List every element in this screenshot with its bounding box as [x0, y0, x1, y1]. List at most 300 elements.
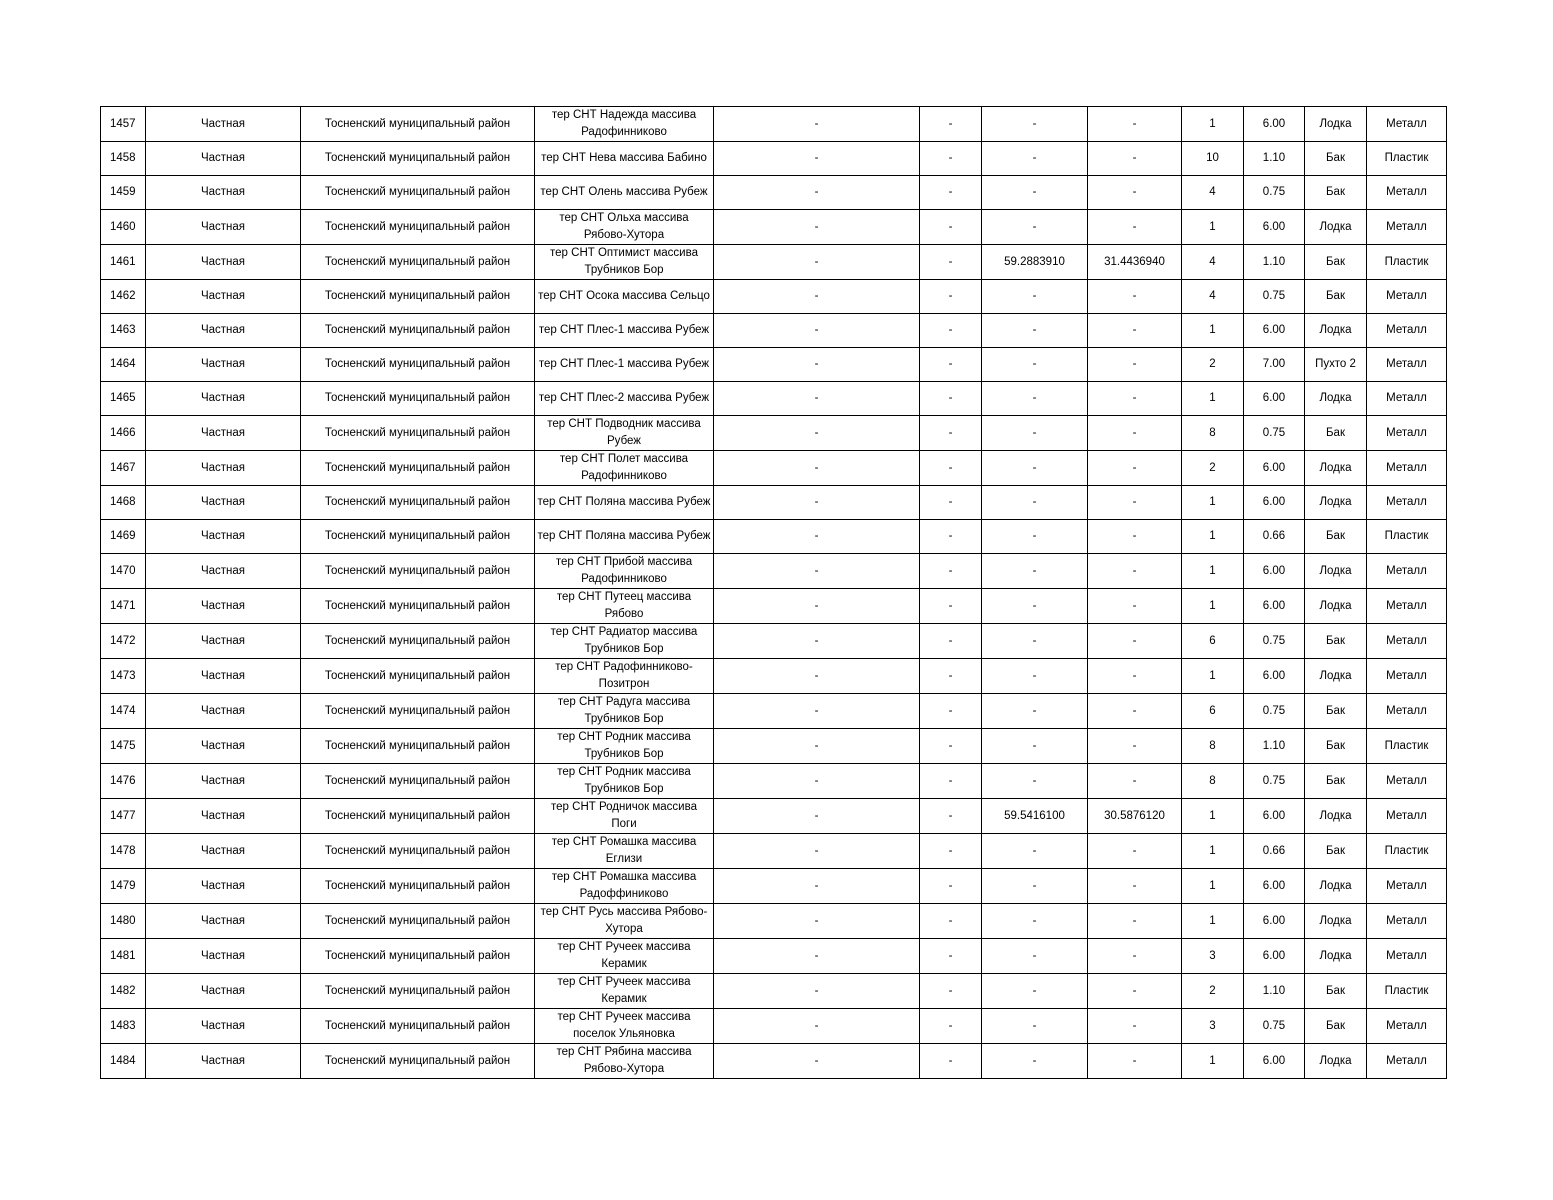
cell-container-type: Лодка — [1305, 554, 1367, 589]
cell-latitude: - — [982, 348, 1088, 382]
cell-district: Тосненский муниципальный район — [301, 416, 535, 451]
cell-ownership: Частная — [146, 729, 301, 764]
cell-longitude: - — [1088, 834, 1182, 869]
cell-address: тер СНТ Радиатор массива Трубников Бор — [535, 624, 714, 659]
cell-latitude: 59.2883910 — [982, 245, 1088, 280]
cell-latitude: - — [982, 834, 1088, 869]
cell-col-6: - — [920, 245, 982, 280]
cell-container-count: 4 — [1182, 176, 1244, 210]
cell-container-material: Металл — [1367, 280, 1447, 314]
cell-longitude: - — [1088, 554, 1182, 589]
cell-row-number: 1461 — [101, 245, 146, 280]
cell-container-material: Металл — [1367, 799, 1447, 834]
cell-longitude: - — [1088, 869, 1182, 904]
cell-col-5: - — [714, 659, 920, 694]
cell-container-material: Металл — [1367, 314, 1447, 348]
cell-ownership: Частная — [146, 694, 301, 729]
cell-col-5: - — [714, 764, 920, 799]
cell-container-type: Бак — [1305, 764, 1367, 799]
cell-container-volume: 6.00 — [1244, 451, 1305, 486]
cell-row-number: 1469 — [101, 520, 146, 554]
cell-container-material: Металл — [1367, 176, 1447, 210]
cell-container-type: Бак — [1305, 176, 1367, 210]
cell-container-type: Лодка — [1305, 382, 1367, 416]
cell-container-type: Лодка — [1305, 869, 1367, 904]
table-row — [101, 107, 1447, 142]
cell-container-volume: 0.75 — [1244, 694, 1305, 729]
cell-container-volume: 0.75 — [1244, 1009, 1305, 1044]
cell-latitude: - — [982, 107, 1088, 142]
cell-district: Тосненский муниципальный район — [301, 280, 535, 314]
cell-container-count: 1 — [1182, 520, 1244, 554]
cell-row-number: 1465 — [101, 382, 146, 416]
table-row — [101, 382, 1447, 416]
table-row — [101, 869, 1447, 904]
cell-row-number: 1480 — [101, 904, 146, 939]
cell-row-number: 1479 — [101, 869, 146, 904]
cell-container-material: Металл — [1367, 486, 1447, 520]
cell-address: тер СНТ Плес-1 массива Рубеж — [535, 314, 714, 348]
cell-container-type: Бак — [1305, 245, 1367, 280]
cell-container-type: Лодка — [1305, 939, 1367, 974]
cell-longitude: - — [1088, 764, 1182, 799]
cell-col-6: - — [920, 624, 982, 659]
cell-address: тер СНТ Плес-1 массива Рубеж — [535, 348, 714, 382]
table-row — [101, 659, 1447, 694]
cell-ownership: Частная — [146, 451, 301, 486]
cell-district: Тосненский муниципальный район — [301, 382, 535, 416]
cell-container-material: Пластик — [1367, 245, 1447, 280]
cell-col-6: - — [920, 280, 982, 314]
cell-container-volume: 6.00 — [1244, 799, 1305, 834]
cell-district: Тосненский муниципальный район — [301, 589, 535, 624]
table-row — [101, 694, 1447, 729]
cell-container-type: Лодка — [1305, 210, 1367, 245]
cell-col-6: - — [920, 939, 982, 974]
cell-container-material: Металл — [1367, 624, 1447, 659]
cell-address: тер СНТ Полет массива Радофинниково — [535, 451, 714, 486]
cell-col-5: - — [714, 245, 920, 280]
table-row — [101, 554, 1447, 589]
cell-ownership: Частная — [146, 280, 301, 314]
cell-latitude: - — [982, 451, 1088, 486]
cell-longitude: - — [1088, 176, 1182, 210]
cell-container-count: 1 — [1182, 589, 1244, 624]
cell-latitude: - — [982, 520, 1088, 554]
cell-container-material: Металл — [1367, 659, 1447, 694]
cell-col-6: - — [920, 176, 982, 210]
cell-col-5: - — [714, 694, 920, 729]
cell-container-volume: 0.75 — [1244, 624, 1305, 659]
cell-address: тер СНТ Радофинниково-Позитрон — [535, 659, 714, 694]
cell-col-5: - — [714, 142, 920, 176]
cell-col-5: - — [714, 451, 920, 486]
cell-district: Тосненский муниципальный район — [301, 799, 535, 834]
cell-container-volume: 0.75 — [1244, 416, 1305, 451]
cell-longitude: - — [1088, 451, 1182, 486]
cell-longitude: - — [1088, 314, 1182, 348]
table-row — [101, 939, 1447, 974]
cell-col-6: - — [920, 869, 982, 904]
cell-container-volume: 6.00 — [1244, 589, 1305, 624]
cell-row-number: 1475 — [101, 729, 146, 764]
table-row — [101, 1009, 1447, 1044]
cell-latitude: - — [982, 142, 1088, 176]
cell-district: Тосненский муниципальный район — [301, 486, 535, 520]
cell-row-number: 1470 — [101, 554, 146, 589]
cell-col-5: - — [714, 1044, 920, 1079]
cell-container-volume: 0.66 — [1244, 520, 1305, 554]
cell-col-6: - — [920, 729, 982, 764]
cell-ownership: Частная — [146, 869, 301, 904]
cell-col-6: - — [920, 1009, 982, 1044]
table-row — [101, 834, 1447, 869]
cell-container-material: Пластик — [1367, 834, 1447, 869]
cell-address: тер СНТ Плес-2 массива Рубеж — [535, 382, 714, 416]
cell-row-number: 1483 — [101, 1009, 146, 1044]
cell-row-number: 1468 — [101, 486, 146, 520]
cell-col-5: - — [714, 1009, 920, 1044]
table-row — [101, 348, 1447, 382]
cell-longitude: - — [1088, 486, 1182, 520]
cell-col-5: - — [714, 729, 920, 764]
cell-container-volume: 0.75 — [1244, 280, 1305, 314]
cell-longitude: - — [1088, 142, 1182, 176]
cell-row-number: 1474 — [101, 694, 146, 729]
cell-container-volume: 6.00 — [1244, 210, 1305, 245]
cell-container-material: Металл — [1367, 1044, 1447, 1079]
cell-ownership: Частная — [146, 210, 301, 245]
table-row — [101, 314, 1447, 348]
cell-col-6: - — [920, 554, 982, 589]
cell-address: тер СНТ Поляна массива Рубеж — [535, 520, 714, 554]
cell-col-5: - — [714, 869, 920, 904]
cell-container-material: Пластик — [1367, 520, 1447, 554]
cell-container-count: 10 — [1182, 142, 1244, 176]
cell-col-6: - — [920, 451, 982, 486]
cell-container-count: 1 — [1182, 210, 1244, 245]
cell-container-count: 1 — [1182, 486, 1244, 520]
table-row — [101, 624, 1447, 659]
cell-col-6: - — [920, 486, 982, 520]
cell-district: Тосненский муниципальный район — [301, 904, 535, 939]
table-row — [101, 210, 1447, 245]
cell-ownership: Частная — [146, 520, 301, 554]
cell-col-5: - — [714, 589, 920, 624]
cell-container-count: 1 — [1182, 904, 1244, 939]
table-row — [101, 589, 1447, 624]
cell-ownership: Частная — [146, 107, 301, 142]
cell-address: тер СНТ Ручеек массива Керамик — [535, 974, 714, 1009]
cell-col-5: - — [714, 624, 920, 659]
cell-col-6: - — [920, 974, 982, 1009]
cell-address: тер СНТ Поляна массива Рубеж — [535, 486, 714, 520]
cell-district: Тосненский муниципальный район — [301, 245, 535, 280]
cell-address: тер СНТ Ромашка массива Еглизи — [535, 834, 714, 869]
cell-container-count: 6 — [1182, 624, 1244, 659]
cell-district: Тосненский муниципальный район — [301, 142, 535, 176]
cell-latitude: - — [982, 382, 1088, 416]
cell-container-volume: 6.00 — [1244, 869, 1305, 904]
cell-container-count: 8 — [1182, 416, 1244, 451]
cell-latitude: - — [982, 974, 1088, 1009]
cell-district: Тосненский муниципальный район — [301, 348, 535, 382]
cell-row-number: 1466 — [101, 416, 146, 451]
cell-container-volume: 6.00 — [1244, 486, 1305, 520]
cell-container-volume: 0.66 — [1244, 834, 1305, 869]
cell-col-6: - — [920, 659, 982, 694]
cell-row-number: 1462 — [101, 280, 146, 314]
table-row — [101, 1044, 1447, 1079]
cell-container-type: Лодка — [1305, 314, 1367, 348]
cell-col-5: - — [714, 416, 920, 451]
cell-district: Тосненский муниципальный район — [301, 659, 535, 694]
cell-container-type: Бак — [1305, 974, 1367, 1009]
cell-latitude: - — [982, 210, 1088, 245]
cell-col-5: - — [714, 834, 920, 869]
table-row — [101, 176, 1447, 210]
cell-col-6: - — [920, 210, 982, 245]
cell-longitude: - — [1088, 210, 1182, 245]
cell-col-6: - — [920, 694, 982, 729]
cell-container-count: 4 — [1182, 280, 1244, 314]
cell-col-6: - — [920, 416, 982, 451]
table-row — [101, 974, 1447, 1009]
cell-longitude: - — [1088, 107, 1182, 142]
cell-container-type: Лодка — [1305, 486, 1367, 520]
cell-container-count: 2 — [1182, 451, 1244, 486]
cell-container-volume: 0.75 — [1244, 764, 1305, 799]
cell-district: Тосненский муниципальный район — [301, 520, 535, 554]
cell-latitude: 59.5416100 — [982, 799, 1088, 834]
cell-container-material: Металл — [1367, 694, 1447, 729]
cell-ownership: Частная — [146, 834, 301, 869]
cell-container-volume: 6.00 — [1244, 659, 1305, 694]
cell-col-5: - — [714, 554, 920, 589]
cell-col-5: - — [714, 974, 920, 1009]
cell-container-material: Металл — [1367, 451, 1447, 486]
cell-container-type: Лодка — [1305, 904, 1367, 939]
cell-district: Тосненский муниципальный район — [301, 764, 535, 799]
table-row — [101, 729, 1447, 764]
cell-container-volume: 6.00 — [1244, 382, 1305, 416]
cell-address: тер СНТ Оптимист массива Трубников Бор — [535, 245, 714, 280]
cell-ownership: Частная — [146, 904, 301, 939]
cell-container-count: 1 — [1182, 799, 1244, 834]
cell-longitude: - — [1088, 1044, 1182, 1079]
cell-container-material: Металл — [1367, 210, 1447, 245]
cell-latitude: - — [982, 486, 1088, 520]
cell-container-material: Металл — [1367, 382, 1447, 416]
cell-ownership: Частная — [146, 314, 301, 348]
cell-container-volume: 1.10 — [1244, 974, 1305, 1009]
cell-address: тер СНТ Радуга массива Трубников Бор — [535, 694, 714, 729]
cell-ownership: Частная — [146, 348, 301, 382]
cell-ownership: Частная — [146, 974, 301, 1009]
table-row — [101, 280, 1447, 314]
cell-latitude: - — [982, 939, 1088, 974]
cell-ownership: Частная — [146, 554, 301, 589]
cell-col-5: - — [714, 486, 920, 520]
cell-container-volume: 6.00 — [1244, 554, 1305, 589]
cell-ownership: Частная — [146, 764, 301, 799]
table-row — [101, 764, 1447, 799]
cell-district: Тосненский муниципальный район — [301, 624, 535, 659]
cell-ownership: Частная — [146, 416, 301, 451]
cell-col-6: - — [920, 382, 982, 416]
table-row — [101, 416, 1447, 451]
cell-container-type: Бак — [1305, 520, 1367, 554]
cell-container-material: Пластик — [1367, 729, 1447, 764]
cell-longitude: - — [1088, 382, 1182, 416]
cell-address: тер СНТ Подводник массива Рубеж — [535, 416, 714, 451]
cell-address: тер СНТ Ручеек массива Керамик — [535, 939, 714, 974]
cell-latitude: - — [982, 416, 1088, 451]
cell-latitude: - — [982, 280, 1088, 314]
cell-latitude: - — [982, 904, 1088, 939]
cell-col-6: - — [920, 834, 982, 869]
cell-container-material: Металл — [1367, 764, 1447, 799]
cell-row-number: 1457 — [101, 107, 146, 142]
cell-row-number: 1476 — [101, 764, 146, 799]
cell-row-number: 1478 — [101, 834, 146, 869]
cell-container-type: Лодка — [1305, 799, 1367, 834]
cell-container-count: 1 — [1182, 659, 1244, 694]
table-row — [101, 451, 1447, 486]
cell-container-count: 1 — [1182, 1044, 1244, 1079]
cell-row-number: 1467 — [101, 451, 146, 486]
cell-col-6: - — [920, 904, 982, 939]
cell-row-number: 1482 — [101, 974, 146, 1009]
cell-latitude: - — [982, 659, 1088, 694]
cell-row-number: 1460 — [101, 210, 146, 245]
cell-container-count: 8 — [1182, 729, 1244, 764]
cell-col-5: - — [714, 107, 920, 142]
table-row — [101, 520, 1447, 554]
cell-row-number: 1471 — [101, 589, 146, 624]
cell-col-5: - — [714, 799, 920, 834]
cell-row-number: 1458 — [101, 142, 146, 176]
cell-row-number: 1481 — [101, 939, 146, 974]
cell-ownership: Частная — [146, 486, 301, 520]
cell-district: Тосненский муниципальный район — [301, 1044, 535, 1079]
cell-district: Тосненский муниципальный район — [301, 974, 535, 1009]
cell-col-6: - — [920, 107, 982, 142]
cell-ownership: Частная — [146, 939, 301, 974]
cell-address: тер СНТ Олень массива Рубеж — [535, 176, 714, 210]
cell-longitude: 30.5876120 — [1088, 799, 1182, 834]
cell-latitude: - — [982, 869, 1088, 904]
cell-district: Тосненский муниципальный район — [301, 834, 535, 869]
cell-container-volume: 6.00 — [1244, 904, 1305, 939]
cell-address: тер СНТ Ручеек массива поселок Ульяновка — [535, 1009, 714, 1044]
cell-container-type: Лодка — [1305, 451, 1367, 486]
cell-longitude: - — [1088, 904, 1182, 939]
cell-col-5: - — [714, 348, 920, 382]
cell-longitude: - — [1088, 520, 1182, 554]
cell-container-count: 3 — [1182, 1009, 1244, 1044]
cell-container-count: 2 — [1182, 348, 1244, 382]
cell-col-6: - — [920, 314, 982, 348]
cell-row-number: 1473 — [101, 659, 146, 694]
cell-container-count: 2 — [1182, 974, 1244, 1009]
data-table — [100, 106, 1447, 1079]
cell-col-5: - — [714, 314, 920, 348]
cell-col-6: - — [920, 589, 982, 624]
cell-col-6: - — [920, 764, 982, 799]
cell-container-material: Металл — [1367, 416, 1447, 451]
cell-ownership: Частная — [146, 659, 301, 694]
cell-col-5: - — [714, 520, 920, 554]
cell-container-material: Пластик — [1367, 974, 1447, 1009]
cell-address: тер СНТ Родничок массива Поги — [535, 799, 714, 834]
cell-latitude: - — [982, 1044, 1088, 1079]
cell-container-type: Лодка — [1305, 1044, 1367, 1079]
cell-container-type: Бак — [1305, 834, 1367, 869]
cell-longitude: - — [1088, 974, 1182, 1009]
cell-container-material: Металл — [1367, 869, 1447, 904]
cell-address: тер СНТ Ольха массива Рябово-Хутора — [535, 210, 714, 245]
cell-container-material: Металл — [1367, 904, 1447, 939]
cell-ownership: Частная — [146, 1044, 301, 1079]
cell-latitude: - — [982, 1009, 1088, 1044]
table-row — [101, 799, 1447, 834]
cell-container-count: 1 — [1182, 554, 1244, 589]
cell-container-material: Металл — [1367, 107, 1447, 142]
cell-col-6: - — [920, 520, 982, 554]
cell-district: Тосненский муниципальный район — [301, 554, 535, 589]
cell-container-type: Лодка — [1305, 107, 1367, 142]
cell-container-material: Металл — [1367, 1009, 1447, 1044]
cell-address: тер СНТ Ромашка массива Радоффиниково — [535, 869, 714, 904]
cell-longitude: - — [1088, 348, 1182, 382]
cell-container-volume: 1.10 — [1244, 729, 1305, 764]
table-row — [101, 245, 1447, 280]
cell-district: Тосненский муниципальный район — [301, 1009, 535, 1044]
cell-address: тер СНТ Надежда массива Радофинниково — [535, 107, 714, 142]
cell-ownership: Частная — [146, 382, 301, 416]
cell-address: тер СНТ Путеец массива Рябово — [535, 589, 714, 624]
cell-latitude: - — [982, 176, 1088, 210]
cell-longitude: - — [1088, 280, 1182, 314]
cell-longitude: 31.4436940 — [1088, 245, 1182, 280]
cell-container-count: 1 — [1182, 107, 1244, 142]
cell-container-type: Лодка — [1305, 659, 1367, 694]
cell-ownership: Частная — [146, 799, 301, 834]
cell-container-count: 1 — [1182, 382, 1244, 416]
cell-row-number: 1477 — [101, 799, 146, 834]
cell-ownership: Частная — [146, 176, 301, 210]
cell-container-count: 8 — [1182, 764, 1244, 799]
cell-row-number: 1463 — [101, 314, 146, 348]
cell-container-type: Бак — [1305, 416, 1367, 451]
cell-container-volume: 6.00 — [1244, 939, 1305, 974]
cell-longitude: - — [1088, 939, 1182, 974]
cell-container-count: 1 — [1182, 834, 1244, 869]
cell-container-material: Металл — [1367, 589, 1447, 624]
cell-ownership: Частная — [146, 1009, 301, 1044]
cell-district: Тосненский муниципальный район — [301, 939, 535, 974]
cell-row-number: 1484 — [101, 1044, 146, 1079]
cell-district: Тосненский муниципальный район — [301, 729, 535, 764]
cell-latitude: - — [982, 624, 1088, 659]
table-row — [101, 142, 1447, 176]
cell-district: Тосненский муниципальный район — [301, 107, 535, 142]
cell-container-volume: 6.00 — [1244, 1044, 1305, 1079]
cell-container-material: Металл — [1367, 348, 1447, 382]
cell-latitude: - — [982, 729, 1088, 764]
cell-col-5: - — [714, 210, 920, 245]
